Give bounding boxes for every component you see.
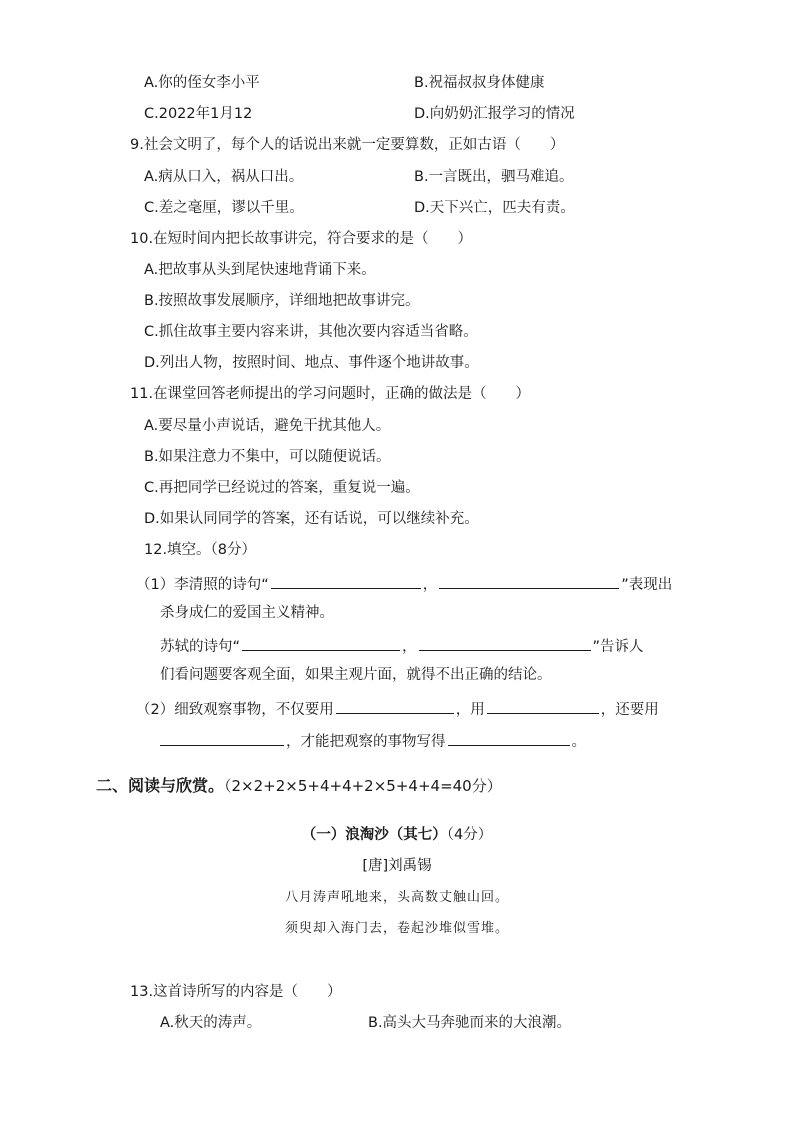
q13-option-a: A.秋天的涛声。: [160, 1015, 262, 1031]
q8-option-d: D.向奶奶汇报学习的情况: [414, 106, 575, 122]
q8-option-a: A.你的侄女李小平: [144, 75, 260, 91]
q12-part1-line: [136, 572, 672, 595]
q12-part1b-end: ”告诉人: [592, 639, 644, 655]
q10-option-c: C.抓住故事主要内容来讲，其他次要内容适当省略。: [144, 324, 478, 340]
q8-option-b: B.祝福叔叔身体健康: [414, 75, 545, 91]
comma: ，: [422, 577, 438, 593]
q12-part2-end: 。: [571, 734, 586, 750]
q10-stem: 10.在短时间内把长故事讲完，符合要求的是（ ）: [130, 231, 473, 247]
q12-stem: 12.填空。（8分）: [144, 542, 257, 558]
q8-option-c: C.2022年1月12: [144, 106, 253, 122]
q12-part2-mid1: ，用: [455, 702, 485, 718]
poem-title-line: [0, 825, 794, 845]
q11-option-c: C.再把同学已经说过的答案，重复说一遍。: [144, 480, 420, 496]
fill-blank[interactable]: [419, 634, 591, 651]
q12-part1b-cont: 们看问题要客观全面，如果主观片面，就得不出正确的结论。: [160, 667, 552, 683]
q10-option-d: D.列出人物，按照时间、地点、事件逐个地讲故事。: [144, 355, 479, 371]
q12-part2-mid3: ，才能把观察的事物写得: [286, 734, 446, 750]
q9-option-b: B.一言既出，驷马难追。: [414, 169, 574, 185]
q12-part1b-line: [160, 634, 644, 657]
q13-stem: 13.这首诗所写的内容是（ ）: [130, 984, 342, 1000]
q12-part1-cont: 杀身成仁的爱国主义精神。: [160, 605, 334, 621]
q9-stem: 9.社会文明了，每个人的话说出来就一定要算数，正如古语（ ）: [130, 137, 565, 153]
fill-blank[interactable]: [439, 572, 619, 589]
q12-part2-cont-line: [160, 729, 586, 752]
section-title: 二、阅读与欣赏。: [96, 776, 225, 795]
q12-part2-line: [136, 697, 659, 720]
poem-line-1: 八月涛声吼地来，头高数丈触山回。: [284, 890, 509, 905]
fill-blank[interactable]: [271, 572, 421, 589]
q9-option-d: D.天下兴亡，匹夫有责。: [414, 200, 575, 216]
q11-option-a: A.要尽量小声说话，避免干扰其他人。: [144, 418, 391, 434]
q11-stem: 11.在课堂回答老师提出的学习问题时，正确的做法是（ ）: [130, 386, 531, 402]
q12-part1-end: ”表现出: [621, 577, 673, 593]
poem-line-2: 须臾却入海门去，卷起沙堆似雪堆。: [284, 921, 509, 936]
q12-part1-start: （1）李清照的诗句“: [136, 577, 269, 593]
q13-option-b: B.高头大马奔驰而来的大浪潮。: [368, 1015, 572, 1031]
q12-part1b-start: 苏轼的诗句“: [160, 639, 241, 655]
q12-part2-start: （2）细致观察事物，不仅要用: [136, 702, 334, 718]
poem-title: （一）浪淘沙（其七）: [301, 827, 447, 843]
q9-option-a: A.病从口入，祸从口出。: [144, 169, 304, 185]
q9-option-c: C.差之毫厘，谬以千里。: [144, 200, 304, 216]
poem-author: [唐]刘禹锡: [362, 858, 432, 874]
fill-blank[interactable]: [160, 729, 284, 746]
q12-part2-mid2: ，还要用: [600, 702, 659, 718]
q11-option-b: B.如果注意力不集中，可以随便说话。: [144, 449, 391, 465]
q10-option-a: A.把故事从头到尾快速地背诵下来。: [144, 262, 376, 278]
fill-blank[interactable]: [487, 697, 599, 714]
q11-option-d: D.如果认同同学的答案，还有话说，可以继续补充。: [144, 511, 479, 527]
fill-blank[interactable]: [336, 697, 454, 714]
poem-points: （4分）: [446, 827, 493, 843]
fill-blank[interactable]: [242, 634, 400, 651]
q10-option-b: B.按照故事发展顺序，详细地把故事讲完。: [144, 293, 420, 309]
fill-blank[interactable]: [448, 729, 570, 746]
comma: ，: [402, 639, 417, 655]
section-heading: [96, 776, 502, 796]
section-score: （2×2+2×5+4+4+2×5+4+4=40分）: [224, 777, 502, 795]
